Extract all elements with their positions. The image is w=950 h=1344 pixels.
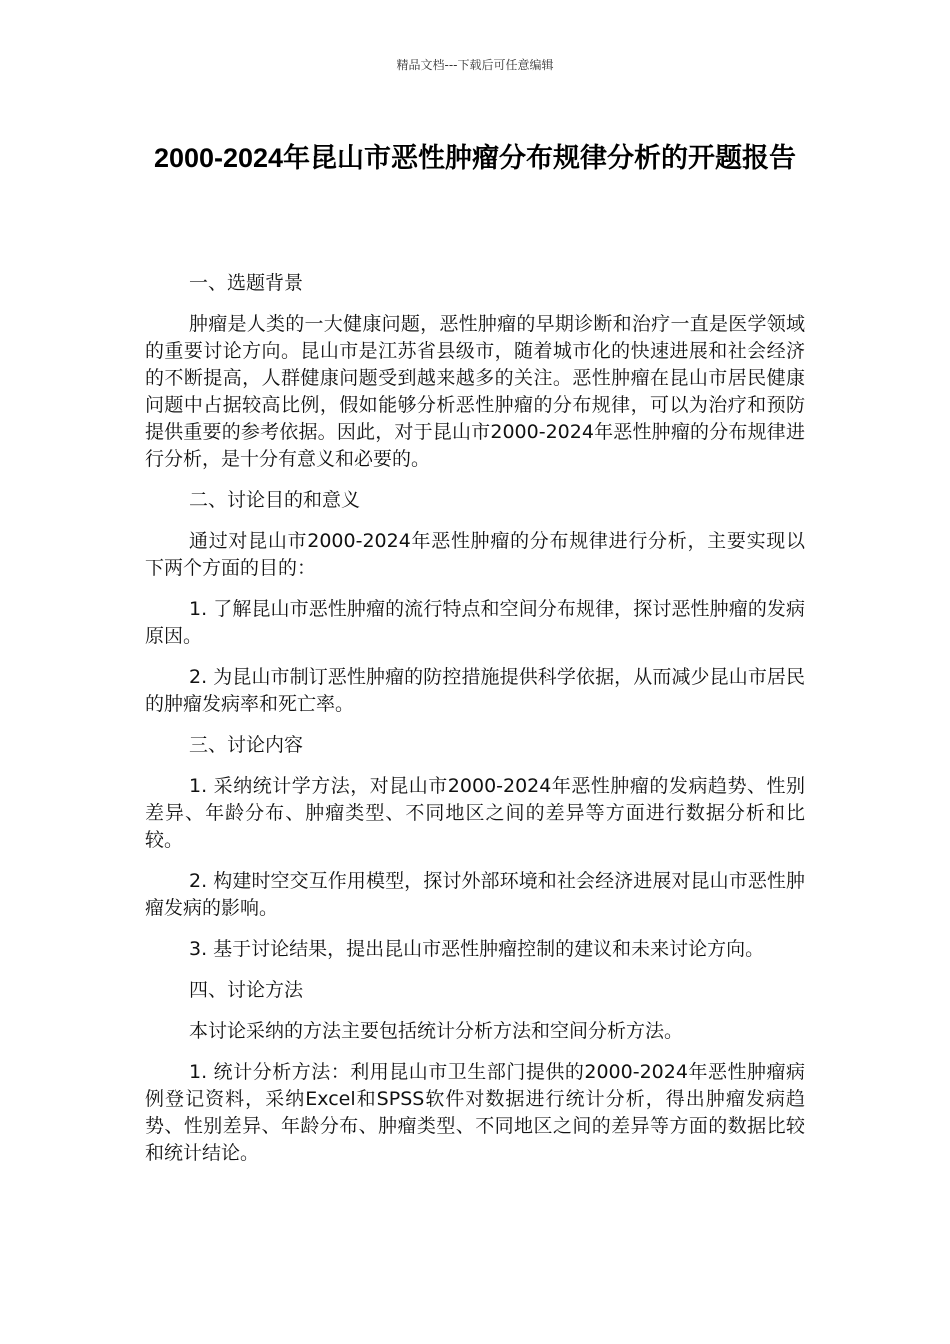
section-heading-purpose: 二、讨论目的和意义 xyxy=(189,489,361,511)
paragraph-content-item-3: 3. 基于讨论结果，提出昆山市恶性肿瘤控制的建议和未来讨论方向。 xyxy=(189,938,765,960)
paragraph-purpose-item-1: 1. 了解昆山市恶性肿瘤的流行特点和空间分布规律，探讨恶性肿瘤的发病原因。 xyxy=(145,598,805,647)
document-body xyxy=(145,270,805,1181)
section-heading-content: 三、讨论内容 xyxy=(189,734,304,756)
document-title: 2000-2024年昆山市恶性肿瘤分布规律分析的开题报告 xyxy=(153,143,797,173)
paragraph-content-item-1: 1. 采纳统计学方法，对昆山市2000-2024年恶性肿瘤的发病趋势、性别差异、年龄分布、肿瘤类型、不同地区之间的差异等方面进行数据分析和比较。 xyxy=(145,775,805,851)
paragraph-content-item-2: 2. 构建时空交互作用模型，探讨外部环境和社会经济进展对昆山市恶性肿瘤发病的影响。 xyxy=(145,870,805,919)
paragraph-methods-intro: 本讨论采纳的方法主要包括统计分析方法和空间分析方法。 xyxy=(189,1020,684,1042)
paragraph-purpose-item-2: 2. 为昆山市制订恶性肿瘤的防控措施提供科学依据，从而减少昆山市居民的肿瘤发病率和死亡率。 xyxy=(145,666,805,715)
paragraph-purpose-intro: 通过对昆山市2000-2024年恶性肿瘤的分布规律进行分析，主要实现以下两个方面的目的： xyxy=(145,530,805,579)
section-heading-background: 一、选题背景 xyxy=(189,272,304,294)
paragraph-methods-item-1: 1. 统计分析方法：利用昆山市卫生部门提供的2000-2024年恶性肿瘤病例登记资料，采纳Excel和SPSS软件对数据进行统计分析，得出肿瘤发病趋势、性别差异、年龄分布、肿瘤类型、不同地区之间的差异等方面的数据比较和统计结论。 xyxy=(145,1061,805,1164)
header-note: 精品文档---下载后可任意编辑 xyxy=(396,58,554,72)
paragraph-background: 肿瘤是人类的一大健康问题，恶性肿瘤的早期诊断和治疗一直是医学领域的重要讨论方向。昆山市是江苏省县级市，随着城市化的快速进展和社会经济的不断提高，人群健康问题受到越来越多的关注。恶性肿瘤在昆山市居民健康问题中占据较高比例，假如能够分析恶性肿瘤的分布规律，可以为治疗和预防提供重要的参考依据。因此，对于昆山市2000-2024年恶性肿瘤的分布规律进行分析，是十分有意义和必要的。 xyxy=(145,313,805,470)
section-heading-methods: 四、讨论方法 xyxy=(189,979,304,1001)
